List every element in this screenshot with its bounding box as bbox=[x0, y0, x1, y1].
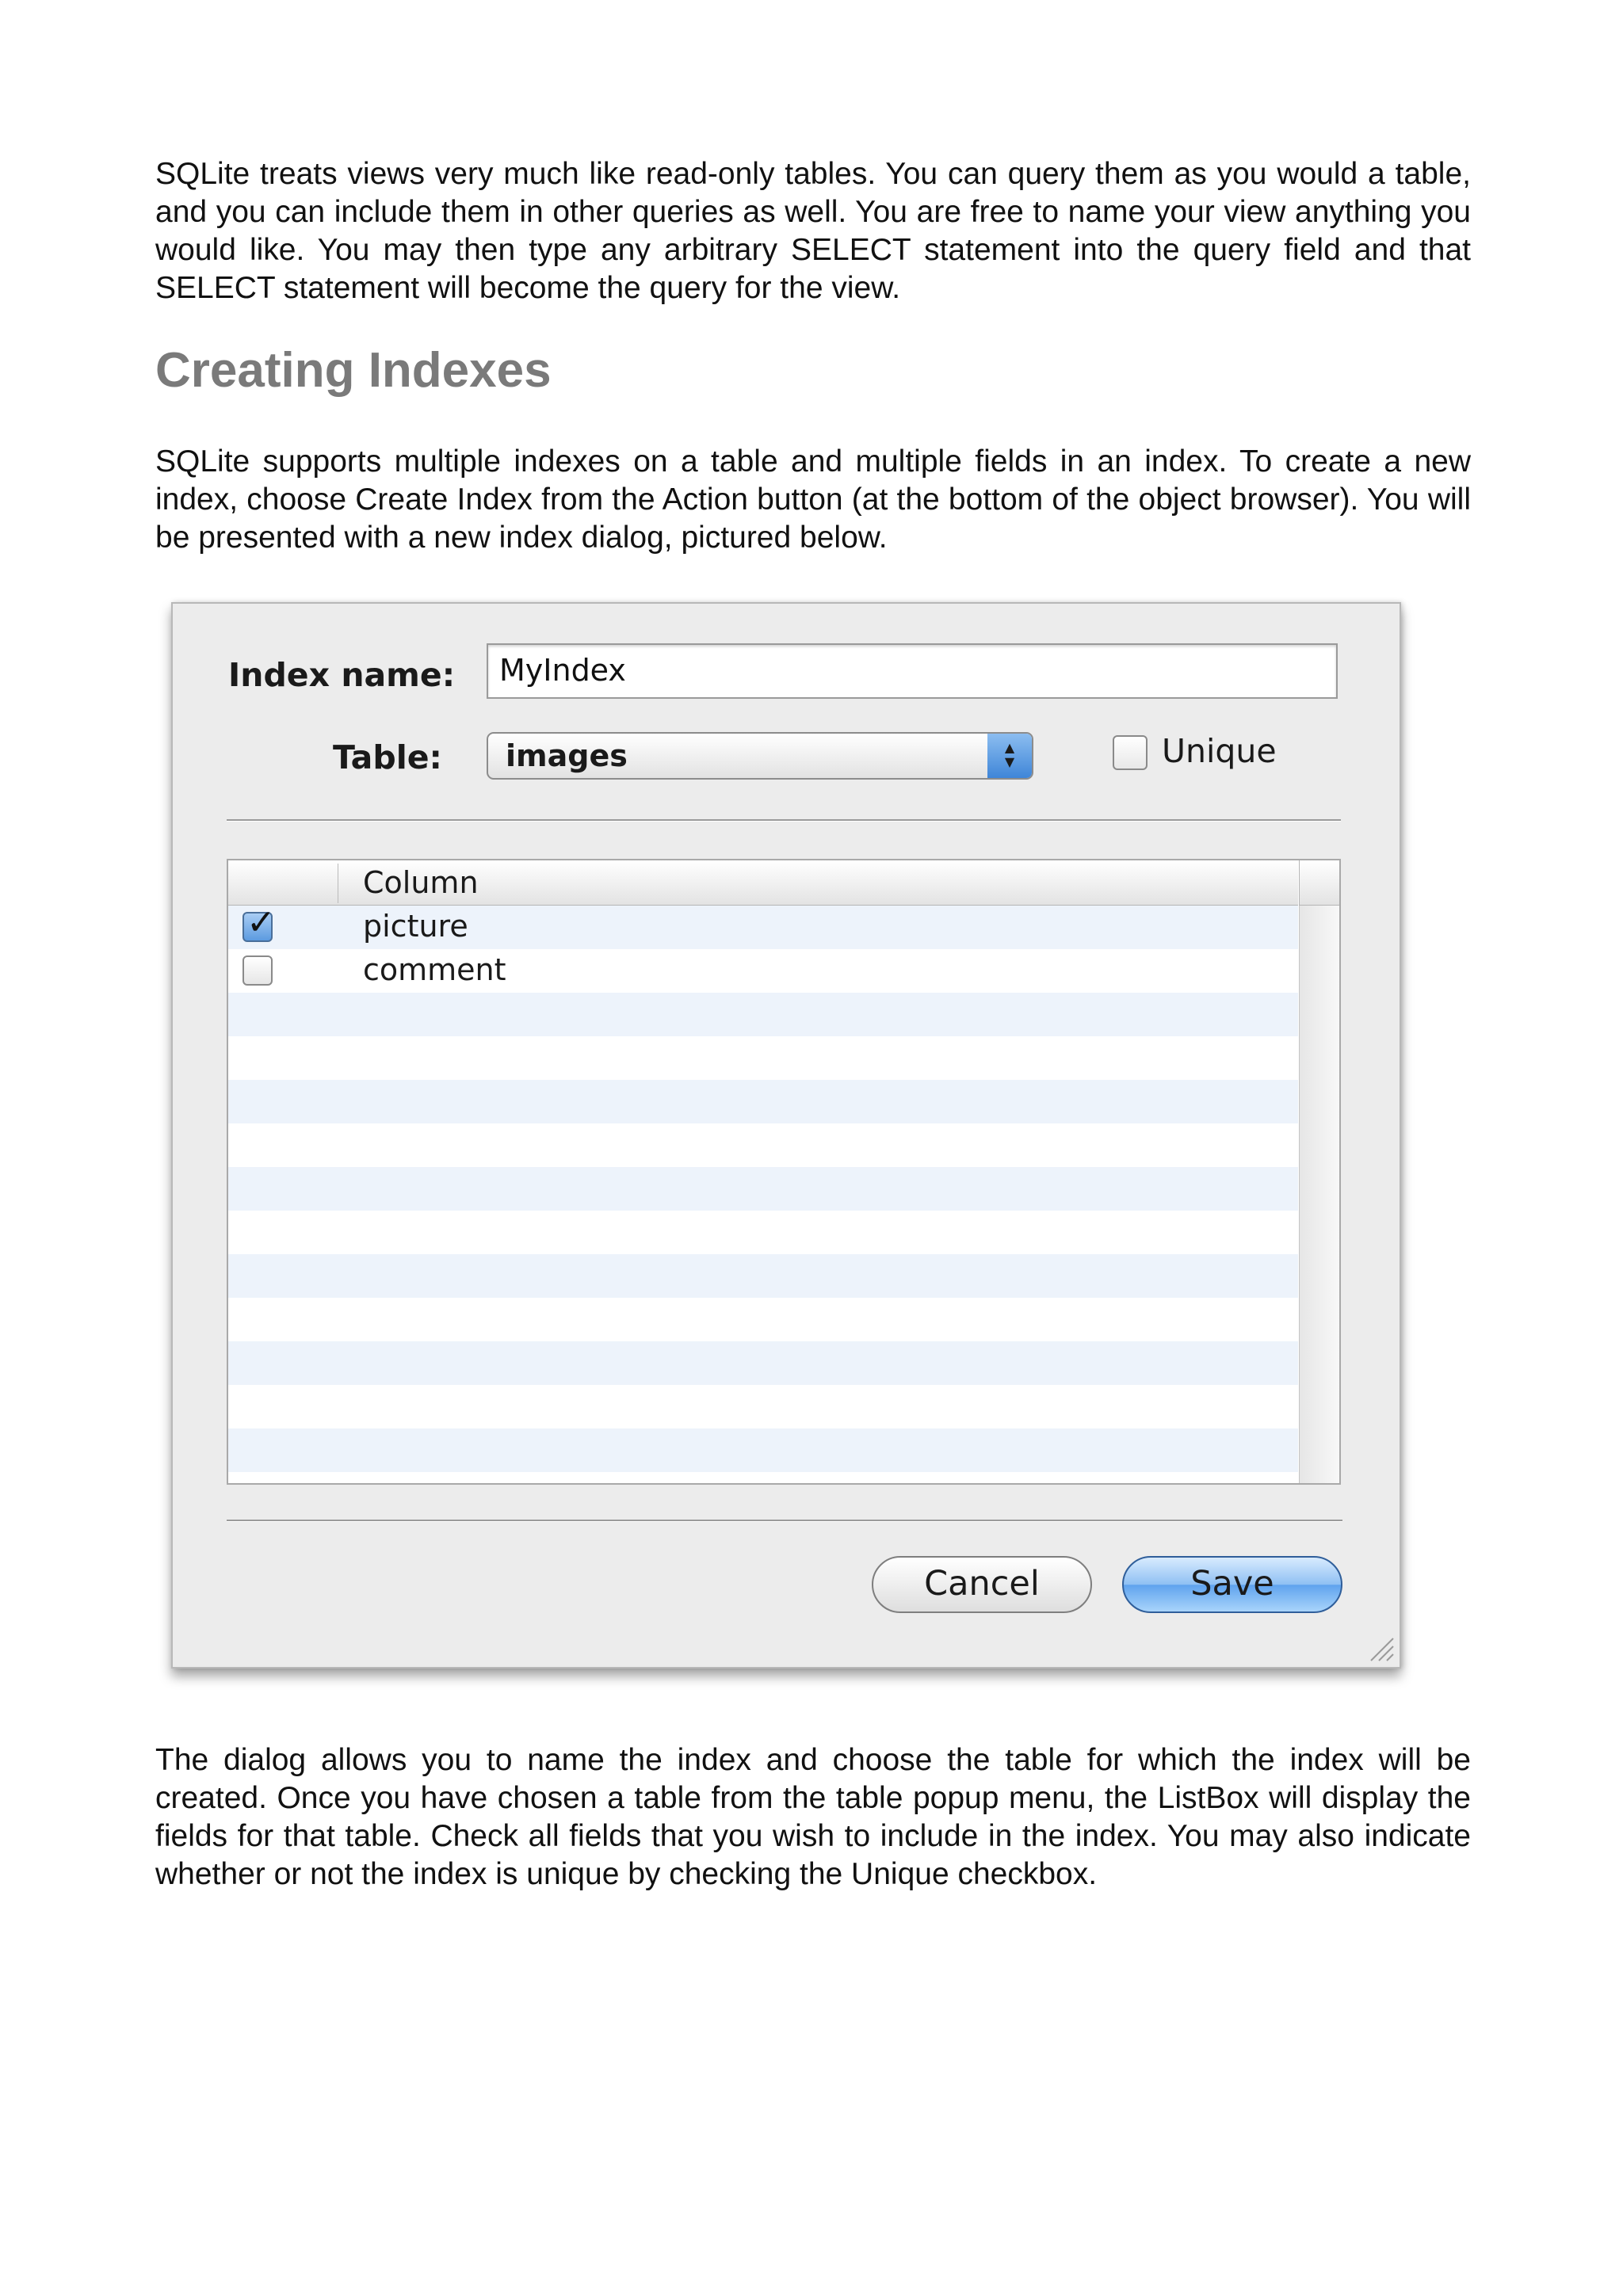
separator-top bbox=[227, 819, 1341, 822]
resize-grip-icon[interactable] bbox=[1368, 1635, 1395, 1662]
scroll-corner bbox=[1299, 860, 1339, 906]
row-label: picture bbox=[363, 909, 468, 944]
section-heading: Creating Indexes bbox=[155, 343, 552, 398]
instructions-paragraph: SQLite supports multiple indexes on a table and multiple fields in an index. To create a new index, choose Create Index from the Action button (at the bottom of the object browser). You will be presented with a new index dialog, pictured below. bbox=[155, 444, 1471, 555]
explanation-paragraph: The dialog allows you to name the index and choose the table for which the index will be created. Once you have chosen a table from the table popup menu, the ListBox will display the fields for that table. Check all fields that you wish to include in the index. You may also indicate whether or not the index is unique by checking the Unique checkbox. bbox=[155, 1743, 1471, 1891]
new-index-dialog bbox=[171, 602, 1401, 1669]
table-popup[interactable] bbox=[487, 732, 1033, 780]
vertical-scrollbar[interactable] bbox=[1299, 906, 1339, 1483]
save-button[interactable]: Save bbox=[1122, 1556, 1342, 1613]
list-rows bbox=[228, 902, 1298, 1483]
separator-bottom bbox=[227, 1520, 1342, 1522]
intro-paragraph: SQLite treats views very much like read-only tables. You can query them as you would a table, and you can include them in other queries as well. You are free to name your view anything you would like. You may then type any arbitrary SELECT statement into the query field and that SELECT statement will become the query for the view. bbox=[155, 157, 1471, 305]
cancel-button[interactable]: Cancel bbox=[872, 1556, 1092, 1613]
table-popup-value: images bbox=[506, 738, 628, 773]
row-label: comment bbox=[363, 952, 506, 987]
up-down-arrows-icon: ▲ ▼ bbox=[987, 734, 1032, 778]
unique-label: Unique bbox=[1162, 732, 1277, 770]
table-label: Table: bbox=[333, 738, 442, 776]
list-item[interactable] bbox=[228, 902, 1298, 949]
unique-checkbox[interactable] bbox=[1113, 735, 1148, 770]
index-name-input[interactable]: MyIndex bbox=[487, 643, 1338, 699]
column-header[interactable]: Column bbox=[363, 865, 479, 900]
row-checkbox-comment[interactable] bbox=[242, 955, 273, 986]
index-name-label: Index name: bbox=[228, 656, 456, 694]
list-header bbox=[228, 860, 1298, 906]
checkmark-icon: ✓ bbox=[246, 902, 276, 943]
columns-listbox[interactable] bbox=[227, 859, 1341, 1485]
row-checkbox-picture[interactable] bbox=[242, 902, 276, 943]
list-item[interactable] bbox=[228, 949, 1298, 993]
